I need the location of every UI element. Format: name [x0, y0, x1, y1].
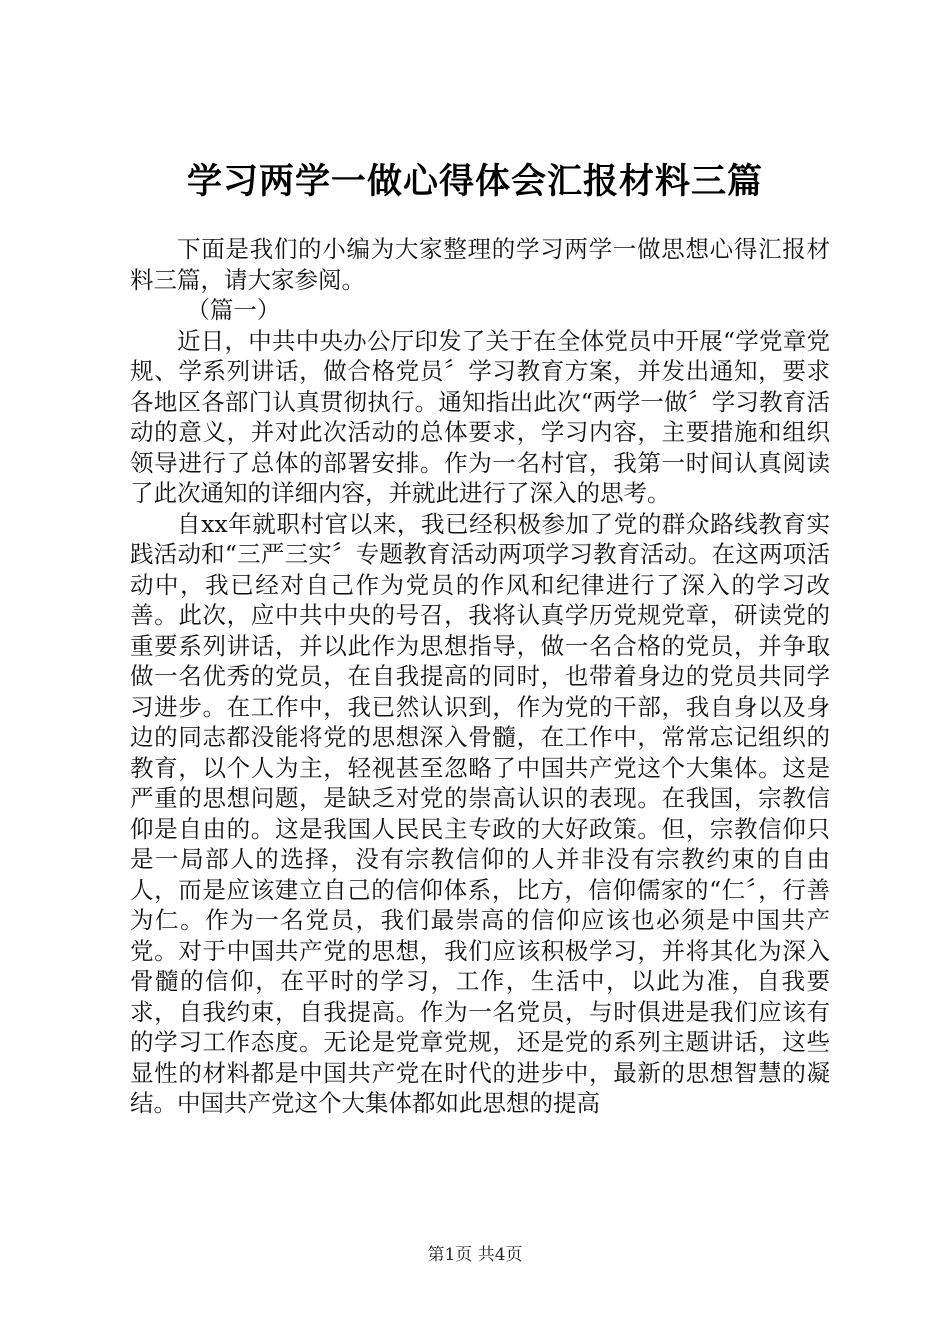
document-title: 学习两学一做心得体会汇报材料三篇	[186, 162, 763, 202]
document-body	[130, 234, 830, 1119]
body-paragraph: 近日，中共中央办公厅印发了关于在全体党员中开展“学党章党规、学系列讲话，做合格党员〞学习教育方案，并发出通知，要求各地区各部门认真贯彻执行。通知指出此次“两学一做〞学习教育活动的意义，并对此次活动的总体要求，学习内容，主要措施和组织领导进行了总体的部署安排。作为一名村官，我第一时间认真阅读了此次通知的详细内容，并就此进行了深入的思考。	[130, 326, 830, 507]
intro-paragraph: 下面是我们的小编为大家整理的学习两学一做思想心得汇报材料三篇，请大家参阅。	[130, 235, 830, 294]
page-number-footer: 第1页 共4页	[427, 1245, 523, 1265]
body-paragraph: 自xx年就职村官以来，我已经积极参加了党的群众路线教育实践活动和“三严三实〞专题教育活动两项学习教育活动。在这两项活动中，我已经对自己作为党员的作风和纪律进行了深入的学习改善。此次，应中共中央的号召，我将认真学历党规党章，研读党的重要系列讲话，并以此作为思想指导，做一名合格的党员，并争取做一名优秀的党员，在自我提高的同时，也带着身边的党员共同学习进步。在工作中，我已然认识到，作为党的干部，我自身以及身边的同志都没能将党的思想深入骨髓，在工作中，常常忘记组织的教育，以个人为主，轻视甚至忽略了中国共产党这个大集体。这是严重的思想问题，是缺乏对党的崇高认识的表现。在我国，宗教信仰是自由的。这是我国人民民主专政的大好政策。但，宗教信仰只是一局部人的选择，没有宗教信仰的人并非没有宗教约束的自由人，而是应该建立自己的信仰体系，比方，信仰儒家的“仁〞，行善为仁。作为一名党员，我们最崇高的信仰应该也必须是中国共产党。对于中国共产党的思想，我们应该积极学习，并将其化为深入骨髓的信仰，在平时的学习，工作，生活中，以此为准，自我要求，自我约束，自我提高。作为一名党员，与时俱进是我们应该有的学习工作态度。无论是党章党规，还是党的系列主题讲话，这些显性的材料都是中国共产党在时代的进步中，最新的思想智慧的凝结。中国共产党这个大集体都如此思想的提高	[130, 509, 830, 1117]
section-heading: （篇一）	[186, 296, 281, 324]
